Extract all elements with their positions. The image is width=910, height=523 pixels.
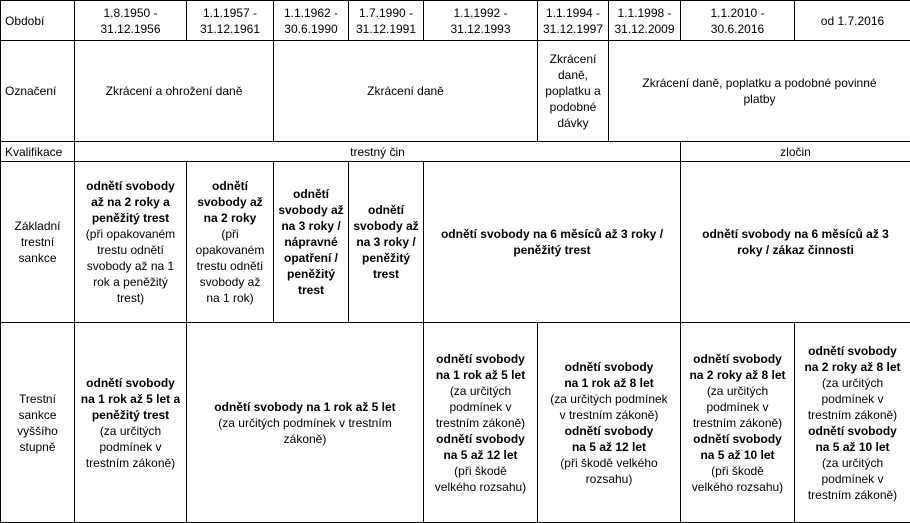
period-cell: 1.1.1962 - 30.6.1990 [274, 1, 349, 41]
sanction-cell [187, 162, 274, 323]
sanction-bold: odnětí svobody na 1 rok až 8 let [540, 359, 678, 391]
qualification-row [1, 142, 910, 162]
sanction-cell [349, 162, 424, 323]
period-cell: 1.1.1994 - 31.12.1997 [538, 1, 609, 41]
sanction-bold: odnětí svobody na 1 rok až 5 let [189, 399, 421, 415]
sanction-bold: odnětí svobody na 5 až 12 let [426, 431, 535, 463]
qualification-cell: zločin [681, 142, 910, 162]
designation-cell: Zkrácení a ohrožení daně [75, 41, 274, 142]
sanction-cell [795, 323, 910, 523]
sanction-bold: odnětí svobody na 1 rok až 5 let [426, 351, 535, 383]
sanction-cell [274, 162, 349, 323]
designation-row [1, 41, 910, 142]
designation-cell: Zkrácení daně, poplatku a podobné povinné platby [609, 41, 910, 142]
sanction-bold: odnětí svobody na 6 měsíců až 3 roky / peněžitý trest [426, 226, 678, 258]
sanction-cell [424, 323, 538, 523]
sanction-bold: odnětí svobody až na 3 roky / nápravné opatření / peněžitý trest [276, 186, 346, 298]
sanction-note: (za určitých podmínek v trestním zákoně) [797, 455, 908, 503]
sanction-note: (při škodě velkého rozsahu) [426, 463, 535, 495]
designation-cell: Zkrácení daně [274, 41, 538, 142]
row-header-higher: Trestní sankce vyššího stupně [1, 323, 75, 523]
sanction-cell [538, 323, 681, 523]
sanction-cell [75, 323, 187, 523]
qualification-cell: trestný čin [75, 142, 681, 162]
row-header-designation: Označení [1, 41, 75, 142]
sanction-bold: odnětí svobody na 5 až 10 let [683, 431, 792, 463]
sanction-bold: odnětí svobody až na 2 roky [189, 178, 271, 226]
sanction-note: (při škodě velkého rozsahu) [683, 463, 792, 495]
row-header-period: Období [1, 1, 75, 41]
sanction-note: (za určitých podmínek v trestním zákoně) [540, 391, 678, 423]
period-cell: 1.7.1990 - 31.12.1991 [349, 1, 424, 41]
sanction-bold: odnětí svobody na 2 roky až 8 let [797, 343, 908, 375]
sanction-cell [75, 162, 187, 323]
sanction-note: (za určitých podmínek v trestním zákoně) [683, 383, 792, 431]
sanction-cell [681, 162, 910, 323]
period-cell: od 1.7.2016 [795, 1, 910, 41]
higher-sanction-row [1, 323, 910, 523]
sanction-bold: odnětí svobody na 2 roky až 8 let [683, 351, 792, 383]
period-cell: 1.1.1998 - 31.12.2009 [609, 1, 681, 41]
sanction-bold: odnětí svobody až na 3 roky / peněžitý trest [351, 202, 421, 282]
sanction-note: (za určitých podmínek v trestním zákoně) [797, 375, 908, 423]
sanction-cell [424, 162, 681, 323]
sanction-bold: odnětí svobody až na 2 roky a peněžitý trest [77, 178, 184, 226]
period-cell: 1.1.2010 - 30.6.2016 [681, 1, 795, 41]
sanction-note: (za určitých podmínek v trestním zákoně) [426, 383, 535, 431]
sanction-bold: odnětí svobody na 1 rok až 5 let a peněžitý trest [77, 375, 184, 423]
sanction-bold: odnětí svobody na 5 až 10 let [797, 423, 908, 455]
sanction-note: (za určitých podmínek v trestním zákoně) [77, 423, 184, 471]
row-header-qualification: Kvalifikace [1, 142, 75, 162]
basic-sanction-row [1, 162, 910, 323]
sanction-cell [187, 323, 424, 523]
sanction-note: (při opakovaném trestu odnětí svobody až na 1 rok a peněžitý trest) [77, 226, 184, 306]
period-cell: 1.1.1957 - 31.12.1961 [187, 1, 274, 41]
period-cell: 1.1.1992 - 31.12.1993 [424, 1, 538, 41]
designation-cell: Zkrácení daně, poplatku a podobné dávky [538, 41, 609, 142]
sanction-note: (při škodě velkého rozsahu) [540, 455, 678, 487]
sanction-note: (při opakovaném trestu odnětí svobody až na 1 rok) [189, 226, 271, 306]
row-header-basic: Základní trestní sankce [1, 162, 75, 323]
period-cell: 1.8.1950 - 31.12.1956 [75, 1, 187, 41]
sanction-note: (za určitých podmínek v trestním zákoně) [189, 415, 421, 447]
period-row [1, 1, 910, 41]
sanction-bold: odnětí svobody na 6 měsíců až 3 roky / zákaz činnosti [683, 226, 908, 258]
sanction-bold: odnětí svobody na 5 až 12 let [540, 423, 678, 455]
sanction-cell [681, 323, 795, 523]
